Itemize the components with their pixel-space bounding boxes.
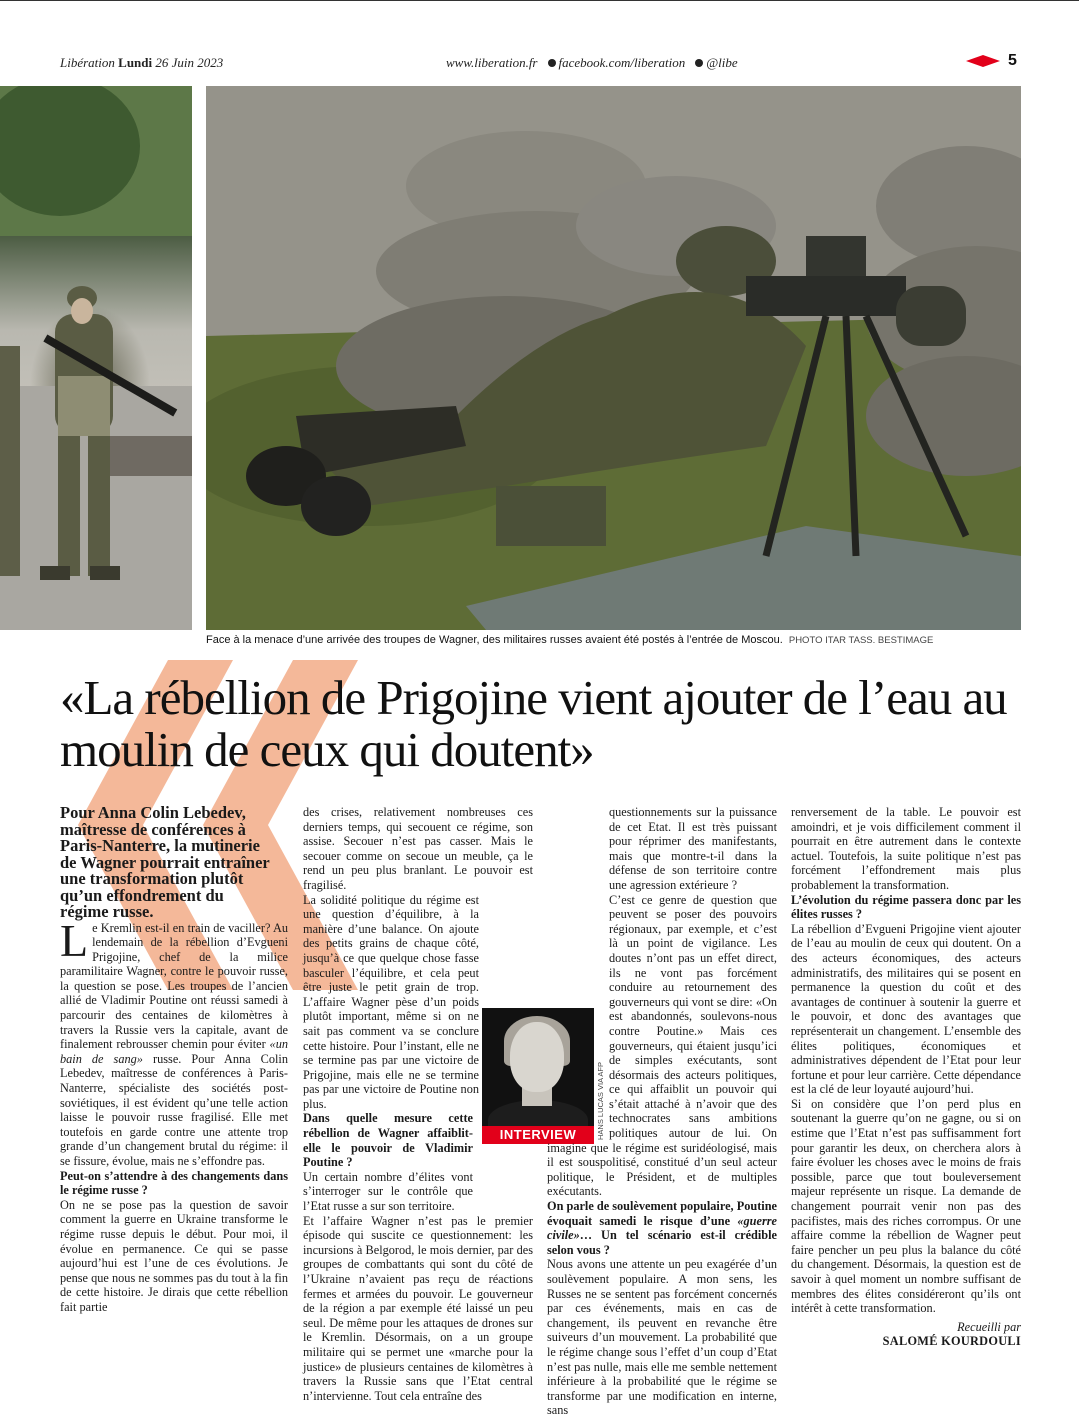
answer-2: Un certain nombre d’élites vont s’interroger sur le contrôle que l’Etat russe a sur son territoire. <box>303 1169 473 1214</box>
question-3-end: … Un tel scénario est-il crédible selon vous ? <box>547 1228 777 1257</box>
twitter-icon <box>695 59 703 67</box>
question-3-quote: «guerre civile» <box>547 1213 777 1243</box>
twitter-link[interactable] <box>695 55 737 71</box>
paragraph: des crises, relativement nombreuses ces derniers temps, qui secouent ce régime, son assise. Secouer n’est pas casser. Mais le secouer comme on secoue un meuble, ça le rend un peu plus branlant. Le pouvoir est fragilisé. <box>303 805 533 892</box>
facebook-label: facebook.com/liberation <box>558 55 686 70</box>
facebook-link[interactable] <box>548 55 686 71</box>
photo-soldiers-standing <box>0 86 192 630</box>
intro-text-end: russe. Pour Anna Colin Lebedev, maîtresse de conférences à Paris-Nanterre, spécialiste des sociétés post-soviétiques, il est évident qu’une telle action laisse le pouvoir russe fragilisé. Elle met toutefois en garde contre une attente trop grande d’un changement brutal du régime: il se fissure, évolue, mais ne s’effondre pas. <box>60 1051 289 1168</box>
facebook-icon <box>548 59 556 67</box>
article-column-1 <box>60 805 288 1315</box>
page-number-block <box>966 52 1017 70</box>
page-header-links <box>446 55 738 71</box>
article-headline: «La rébellion de Prigojine vient ajouter de l’eau au moulin de ceux qui doutent» <box>60 670 1007 777</box>
portrait-credit: HANS LUCAS VIA AFP <box>596 1062 605 1140</box>
answer-4: La rébellion d’Evgueni Prigojine vient ajouter de l’eau au moulin de ceux qui doutent. On a des acteurs économiques, des acteurs administratifs, des militaires qui se posent en permanence la question du coût et des avantages de continuer à soutenir la guerre et le pouvoir, et donc des avantages que représenterait un changement. L’ensemble des élites politiques, économiques et administratives dépendent de l’Etat pour leur fortune et pour leur carrière. Cette dépendance est la clé de leur loyauté aujourd’hui. <box>791 921 1021 1097</box>
date-label: 26 Juin 2023 <box>155 55 224 70</box>
day-label: Lundi <box>118 55 153 70</box>
question-2: Dans quelle mesure cette rébellion de Wagner affaiblit-elle le pouvoir de Vladimir Poutine ? <box>303 1111 473 1170</box>
interview-tag: INTERVIEW <box>482 1126 594 1144</box>
byline-prefix: Recueilli par <box>957 1319 1021 1334</box>
paragraph: renversement de la table. Le pouvoir est amoindri, et je vois difficilement comment il pourrait en être autrement dans le contexte actuel. Toutefois, la suite politique n’est pas forcément l’effondrement mais plus probablement la transformation. <box>791 805 1021 892</box>
portrait-spacer <box>547 995 609 1140</box>
paragraph: Si on considère que l’on perd plus en soutenant la guerre qu’on ne gagne, ou si on estime que l’Etat n’est pas suffisamment fort pour garantir les deux, on cherchera alors à faire évoluer les choses avec le moins de frais possible, parce que tout bouleversement majeur représente un risque. La demande de changement pourrait venir non pas des pacifistes, mais des riches corrompus. Or une affaire comme la rébellion de Wagner peut faire pencher un peu plus la balance du côté du changement. Désormais, la question est de savoir à quel moment un nombre suffisant de membres des élites considéreront qu’ils ont intérêt à cette transformation. <box>791 1096 1021 1316</box>
website-link[interactable]: www.liberation.fr <box>446 55 538 70</box>
paragraph: questionnements sur la puissance de cet Etat. Il est très puissant pour réprimer des manifestants, mais que montre-t-il dans la défense de son territoire contre une agression extérieure ? <box>609 805 777 892</box>
byline <box>791 1320 1021 1349</box>
intro-quote: «un bain de sang» <box>60 1037 288 1066</box>
photo-caption <box>206 634 933 646</box>
liberation-arrow-logo <box>966 55 1000 67</box>
answer-3: Nous avons une attente un peu exagérée d’un soulèvement populaire. A mon sens, les Russes ne se sentent pas forcément concernés par ces événements, mais en cas de changement, ils peuvent en revanche être suiveurs d’un mouvement. La probabilité que le régime change sous l’effet d’un coup d’Etat n’est pas nulle, mais elle me semble nettement inférieure à la probabilité que le régime se transforme par une modification en interne, sans <box>547 1257 777 1418</box>
article-column-3 <box>547 805 777 1418</box>
intro-paragraph <box>60 914 289 1169</box>
page-number: 5 <box>1008 52 1017 69</box>
drop-cap: L <box>60 914 89 966</box>
question-4: L’évolution du régime passera donc par les élites russes ? <box>791 892 1021 922</box>
intro-text: e Kremlin est-il en train de vaciller? Au lendemain de la rébellion d’Evgueni Prigojine, chef de la milice paramilitaire Wagner, contre le pouvoir russe, la question se pose. Les troupes de l’ancien allié de Vladimir Poutine ont réussi samedi à parcourir des centaines de kilomètres à travers la Russie vers la capitale, avant de finalement rebrousser chemin pour éviter <box>60 920 288 1052</box>
caption-text: Face à la menace d’une arrivée des troupes de Wagner, des militaires russes avaient été postés à l’entrée de Moscou. <box>206 634 783 646</box>
byline-author: SALOMÉ KOURDOULI <box>882 1334 1021 1349</box>
question-1: Peut-on s’attendre à des changements dans le régime russe ? <box>60 1168 288 1198</box>
photo-credit: PHOTO ITAR TASS. BESTIMAGE <box>788 635 934 646</box>
paragraph: Et l’affaire Wagner n’est pas le premier épisode qui suscite ce questionnement: les incursions à Belgorod, le mois dernier, par des groupes de combattants qui sont du côté de l’Ukraine n’avaient pas reçu de réactions fermes et armées du pouvoir. Le gouverneur de la région a par exemple été laissé un peu seul. De même pour les attaques de drones sur le Kremlin. Désormais, on a un groupe militaire qui se permet une «marche pour la justice» de plusieurs centaines de kilomètres à travers la Russie sans que l’Etat central n’intervienne. Tout cela entraîne des <box>303 1213 533 1403</box>
publication-name: Libération <box>60 55 115 70</box>
photo-soldier-machine-gun <box>206 86 1021 630</box>
twitter-label: @libe <box>706 55 738 70</box>
paragraph: La solidité politique du régime est une question d’équilibre, à la manière d’une balance. On ajoute des petits grains de chaque côté, jusqu’à ce que quelque chose fasse basculer l’équilibre, et cela peut être juste le petit grain de trop. L’affaire Wagner pèse d’un poids plutôt important, même si on ne sait pas comment va se conclure cette histoire. Pour l’instant, elle ne se termine pas par une victoire de Prigojine, mais elle ne se termine pas par une victoire de Poutine non plus. <box>303 892 479 1111</box>
top-rule <box>0 0 1079 1</box>
answer-1: On ne se pose pas la question de savoir comment la guerre en Ukraine transforme le régime russe depuis le début. Pour moi, il évolue en permanence. Ce qui se passe aujourd’hui est l’une de ces évolutions. Je pense que nous ne sommes pas du tout à la fin de cette histoire. Je dirais que cette rébellion fait partie <box>60 1197 288 1314</box>
question-3-text: On parle de soulèvement populaire, Poutine évoquait samedi le risque d’une <box>547 1199 778 1228</box>
paragraph-text: C’est ce genre de question que peuvent se poser des pouvoirs régionaux, par exemple, et c’est là un point de vigilance. Les doutes n’ont pas un effet direct, ils ne vont pas forcément conduire au retournement des gouverneurs qui vont se dire: «On est abandonnés, soulevons-nous contre Poutine.» Mais ces gouverneurs, qui étaient jusqu’ici de simples exécutants, sont désormais des acteurs politiques, ce qui affaiblit un pouvoir qui s’était attaché à n’avoir que des technocrates sans ambitions politiques autour de lui. On imagine que le régime est suridéologisé, mais il est souspolitisé, constitué d’un seul acteur politique, le Président, et de multiples exécutants. <box>547 892 777 1199</box>
question-3 <box>547 1199 777 1257</box>
article-column-4 <box>791 805 1021 1349</box>
article-lede: Pour Anna Colin Lebedev, maîtresse de conférences à Paris-Nanterre, la mutinerie de Wagner pourrait entraîner une transformation plutôt qu’un effondrement du régime russe. <box>60 803 270 921</box>
page-header-dateline <box>60 55 223 71</box>
